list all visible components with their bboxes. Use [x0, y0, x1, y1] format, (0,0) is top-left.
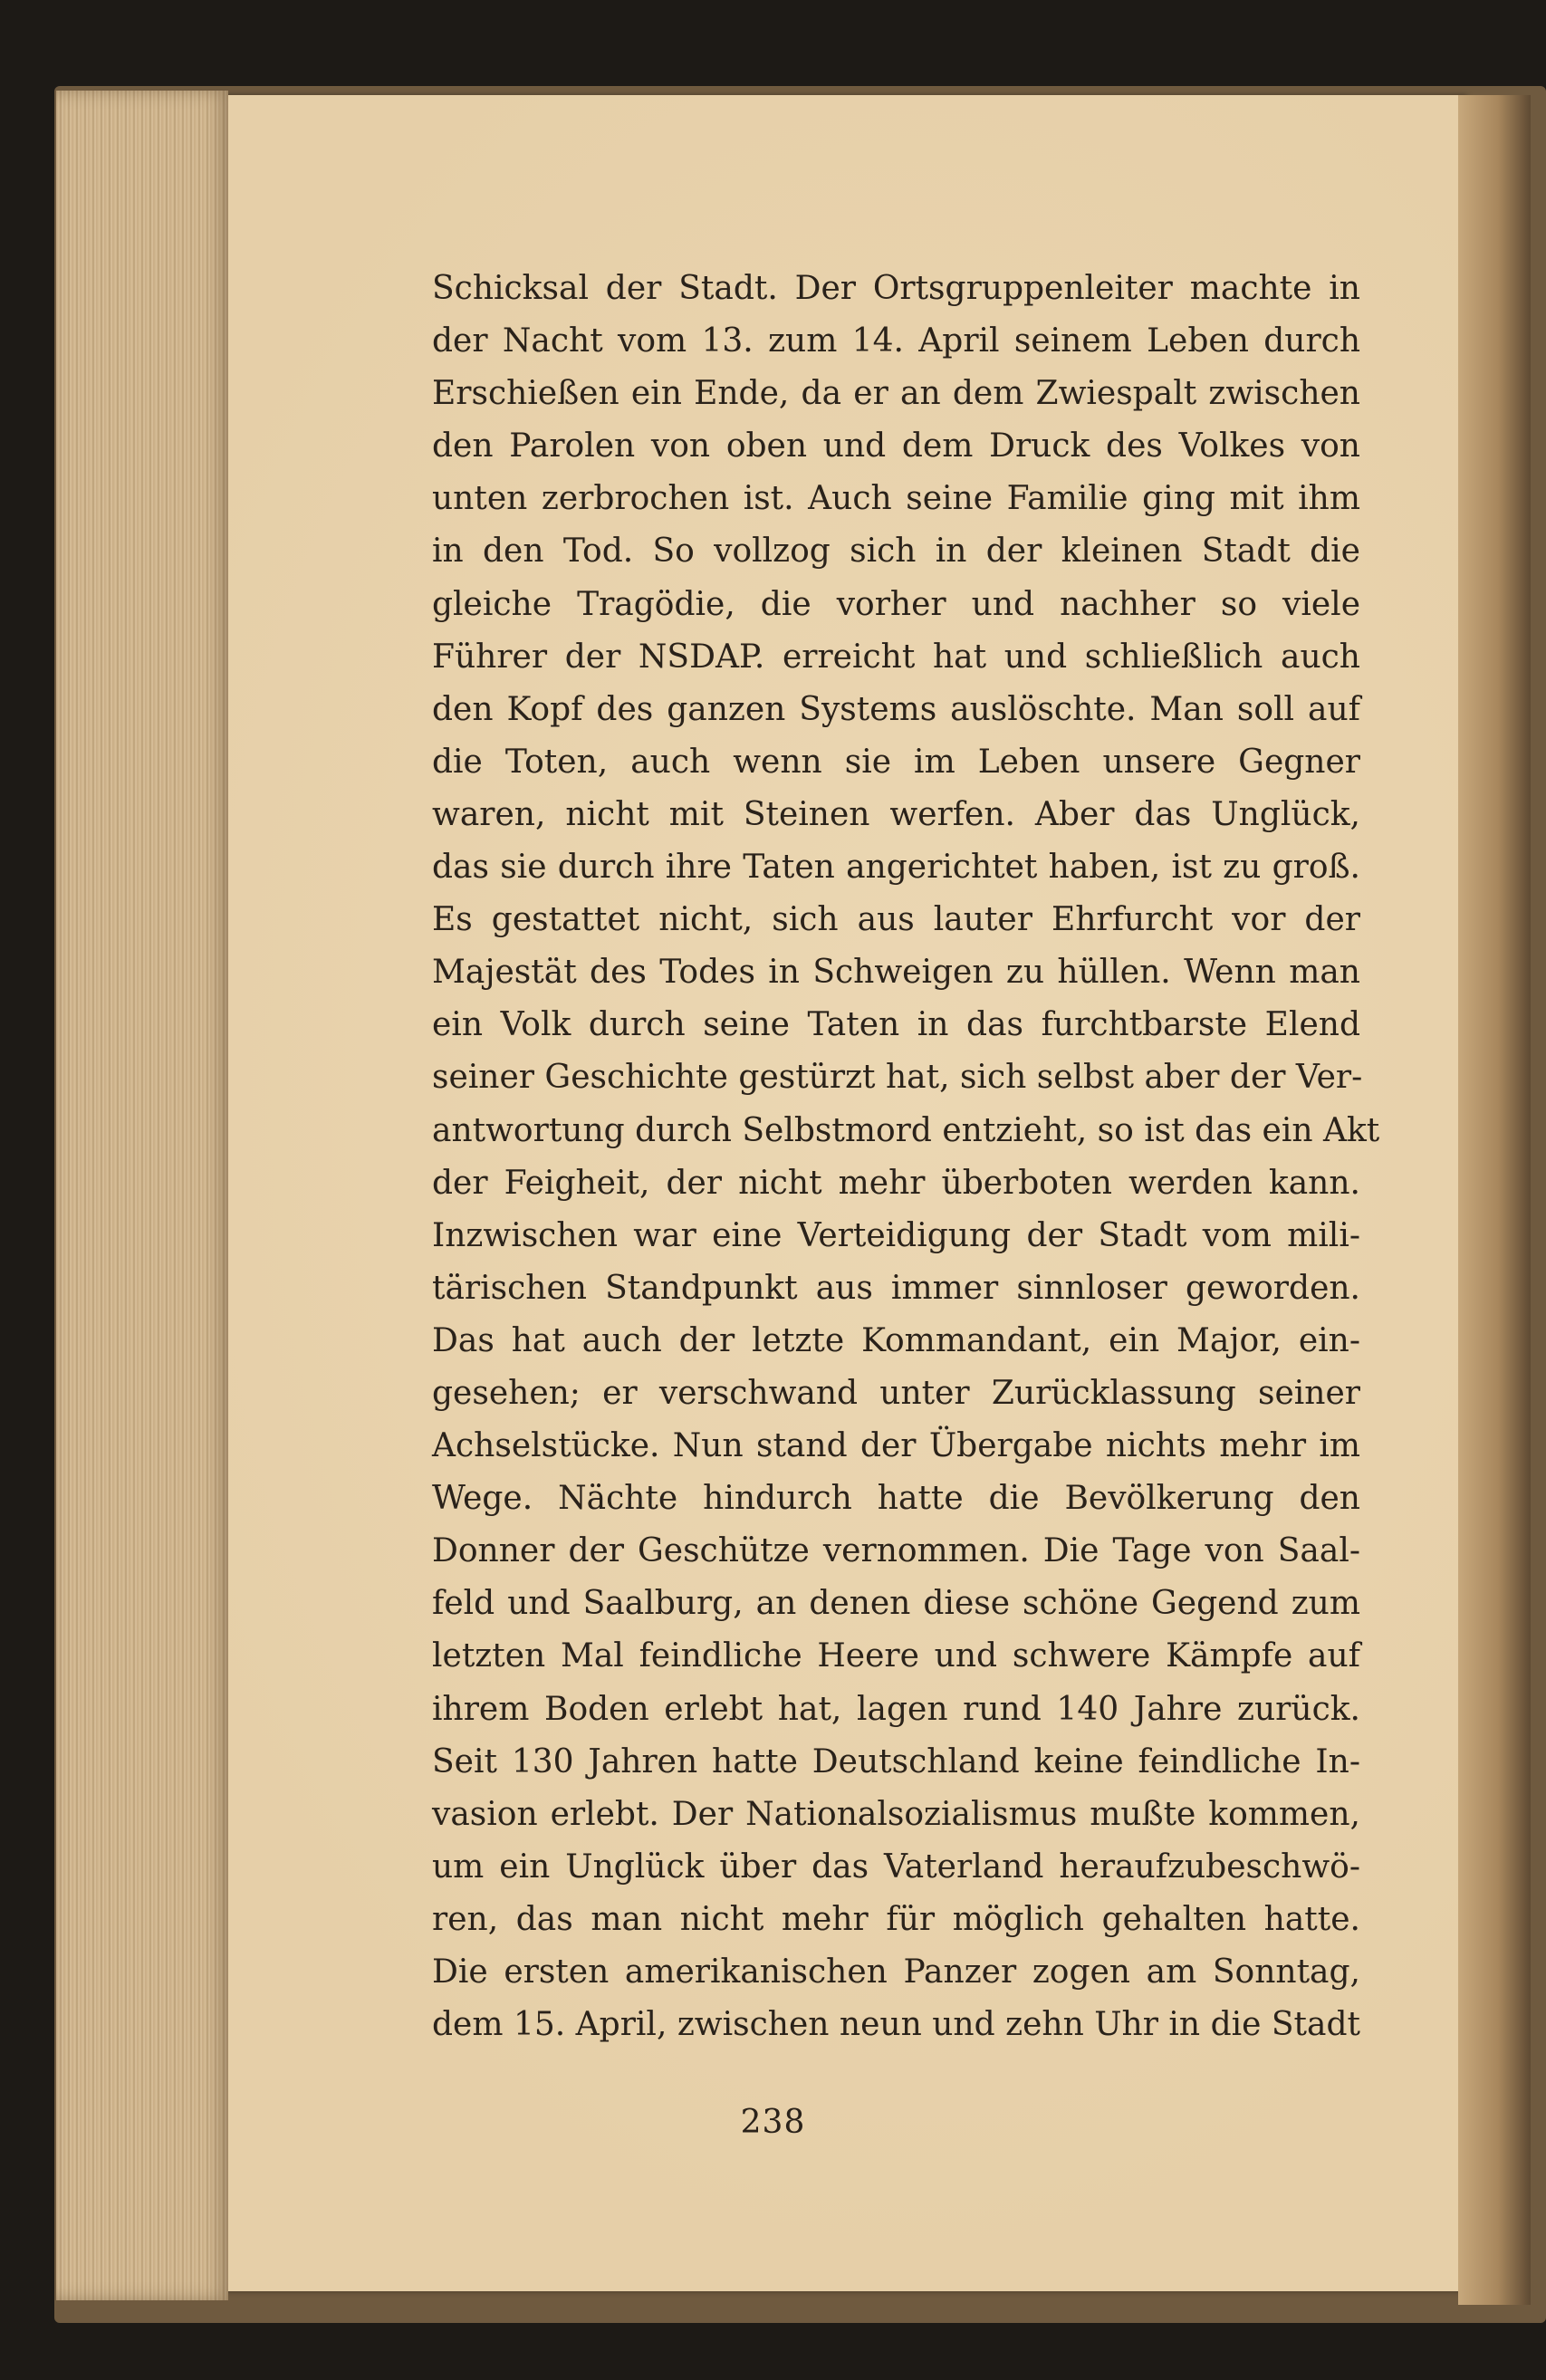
text-line: gleiche Tragödie, die vorher und nachher so viele	[432, 585, 1360, 623]
text-line: dem 15. April, zwischen neun und zehn Uhr in die Stadt	[432, 2006, 1360, 2044]
text-line: Führer der NSDAP. erreicht hat und schließlich auch	[432, 638, 1360, 676]
text-line: in den Tod. So vollzog sich in der kleinen Stadt die	[432, 533, 1360, 571]
text-line: antwortung durch Selbstmord entzieht, so ist das ein Akt	[432, 1111, 1380, 1149]
text-line: seiner Geschichte gestürzt hat, sich selbst aber der Ver-	[432, 1059, 1363, 1097]
text-line: das sie durch ihre Taten angerichtet haben, ist zu groß.	[432, 849, 1360, 887]
text-line: ren, das man nicht mehr für möglich gehalten hatte.	[432, 1900, 1360, 1938]
text-line: feld und Saalburg, an denen diese schöne Gegend zum	[432, 1585, 1360, 1623]
text-line: Das hat auch der letzte Kommandant, ein Major, ein-	[432, 1321, 1360, 1359]
text-line: der Feigheit, der nicht mehr überboten werden kann.	[432, 1164, 1360, 1202]
text-line: den Parolen von oben und dem Druck des Volkes von	[432, 427, 1360, 465]
text-line: waren, nicht mit Steinen werfen. Aber das Unglück,	[432, 795, 1360, 833]
text-line: Schicksal der Stadt. Der Ortsgruppenleiter machte in	[432, 270, 1360, 307]
text-line: um ein Unglück über das Vaterland heraufzubeschwö-	[432, 1847, 1360, 1886]
text-line: Erschießen ein Ende, da er an dem Zwiespalt zwischen	[432, 375, 1360, 413]
text-line: tärischen Standpunkt aus immer sinnloser geworden.	[432, 1269, 1360, 1307]
text-line: letzten Mal feindliche Heere und schwere Kämpfe auf	[432, 1637, 1360, 1675]
text-line: vasion erlebt. Der Nationalsozialismus mußte kommen,	[432, 1795, 1360, 1833]
text-line: Die ersten amerikanischen Panzer zogen am Sonntag,	[432, 1953, 1360, 1991]
text-line: Donner der Geschütze vernommen. Die Tage von Saal-	[432, 1532, 1360, 1570]
text-line: die Toten, auch wenn sie im Leben unsere Gegner	[432, 743, 1360, 781]
text-line: Majestät des Todes in Schweigen zu hüllen. Wenn man	[432, 954, 1360, 992]
page-number: 238	[740, 2104, 806, 2141]
text-line: gesehen; er verschwand unter Zurücklassung seiner	[432, 1374, 1360, 1412]
text-line: ein Volk durch seine Taten in das furchtbarste Elend	[432, 1006, 1360, 1044]
text-line: Seit 130 Jahren hatte Deutschland keine feindliche In-	[432, 1742, 1360, 1780]
text-line: Wege. Nächte hindurch hatte die Bevölkerung den	[432, 1480, 1360, 1518]
book-right-edge	[1458, 95, 1531, 2305]
text-line: Inzwischen war eine Verteidigung der Stadt vom mili-	[432, 1216, 1360, 1254]
text-line: ihrem Boden erlebt hat, lagen rund 140 Jahre zurück.	[432, 1690, 1360, 1728]
text-line: der Nacht vom 13. zum 14. April seinem Leben durch	[432, 322, 1360, 360]
text-line: den Kopf des ganzen Systems auslöschte. Man soll auf	[432, 690, 1360, 728]
body-text	[432, 263, 1380, 2051]
text-line: Es gestattet nicht, sich aus lauter Ehrfurcht vor der	[432, 901, 1360, 939]
page-stack-edge	[56, 91, 228, 2300]
text-line: Achselstücke. Nun stand der Übergabe nichts mehr im	[432, 1427, 1360, 1465]
text-line: unten zerbrochen ist. Auch seine Familie ging mit ihm	[432, 480, 1360, 518]
